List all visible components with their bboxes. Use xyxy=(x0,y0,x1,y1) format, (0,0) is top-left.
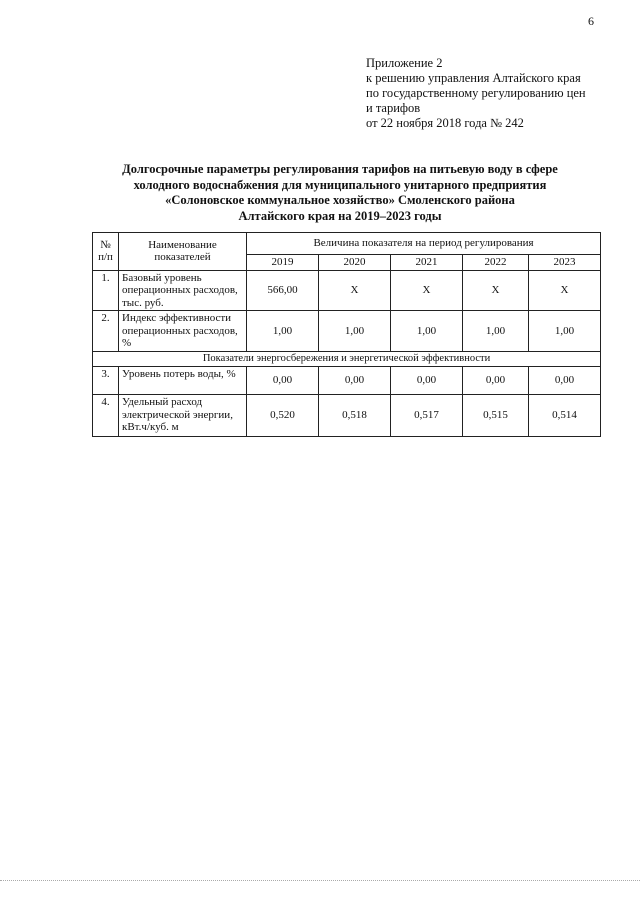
row-value: 566,00 xyxy=(247,270,319,311)
header-value-group: Величина показателя на период регулирования xyxy=(247,233,601,255)
row-value: Х xyxy=(529,270,601,311)
page-bottom-divider xyxy=(0,880,640,881)
header-year: 2023 xyxy=(529,255,601,271)
title-line: Долгосрочные параметры регулирования тарифов на питьевую воду в сфере xyxy=(122,162,558,176)
table-row xyxy=(93,395,601,437)
row-value: Х xyxy=(391,270,463,311)
section-label: Показатели энергосбережения и энергетической эффективности xyxy=(93,351,601,367)
row-value: 0,00 xyxy=(247,367,319,395)
row-number: 2. xyxy=(93,311,119,352)
row-number: 3. xyxy=(93,367,119,395)
row-value: 1,00 xyxy=(319,311,391,352)
row-number: 1. xyxy=(93,270,119,311)
header-num: № п/п xyxy=(93,233,119,271)
row-value: 1,00 xyxy=(391,311,463,352)
header-name: Наименование показателей xyxy=(119,233,247,271)
row-value: 0,00 xyxy=(319,367,391,395)
row-value: 0,515 xyxy=(463,395,529,437)
parameters-table xyxy=(92,232,601,437)
row-value: Х xyxy=(463,270,529,311)
row-name: Удельный расход электрической энергии, кВт.ч/куб. м xyxy=(119,395,247,437)
row-value: 1,00 xyxy=(529,311,601,352)
row-value: 0,517 xyxy=(391,395,463,437)
row-number: 4. xyxy=(93,395,119,437)
header-year: 2019 xyxy=(247,255,319,271)
appendix-line: Приложение 2 xyxy=(366,56,443,70)
table-row xyxy=(93,311,601,352)
row-value: 1,00 xyxy=(463,311,529,352)
appendix-line: по государственному регулированию цен xyxy=(366,86,586,100)
appendix-line: и тарифов xyxy=(366,101,421,115)
appendix-line: к решению управления Алтайского края xyxy=(366,71,581,85)
row-value: 0,00 xyxy=(463,367,529,395)
row-value: 0,00 xyxy=(391,367,463,395)
title-line: «Солоновское коммунальное хозяйство» Смоленского района xyxy=(165,193,515,207)
row-value: Х xyxy=(319,270,391,311)
header-year: 2022 xyxy=(463,255,529,271)
row-value: 0,518 xyxy=(319,395,391,437)
title-line: Алтайского края на 2019–2023 годы xyxy=(238,208,442,223)
table-row xyxy=(93,270,601,311)
row-value: 0,520 xyxy=(247,395,319,437)
page-number: 6 xyxy=(588,14,594,28)
row-name: Базовый уровень операционных расходов, тыс. руб. xyxy=(119,270,247,311)
row-value: 1,00 xyxy=(247,311,319,352)
document-title xyxy=(80,162,600,224)
appendix-block xyxy=(366,56,586,131)
row-name: Индекс эффективности операционных расходов, % xyxy=(119,311,247,352)
table-row xyxy=(93,367,601,395)
section-header-row xyxy=(93,351,601,367)
header-year: 2021 xyxy=(391,255,463,271)
header-year: 2020 xyxy=(319,255,391,271)
row-name: Уровень потерь воды, % xyxy=(119,367,247,395)
appendix-line: от 22 ноября 2018 года № 242 xyxy=(366,116,524,130)
row-value: 0,00 xyxy=(529,367,601,395)
title-line: холодного водоснабжения для муниципального унитарного предприятия xyxy=(133,177,547,192)
row-value: 0,514 xyxy=(529,395,601,437)
